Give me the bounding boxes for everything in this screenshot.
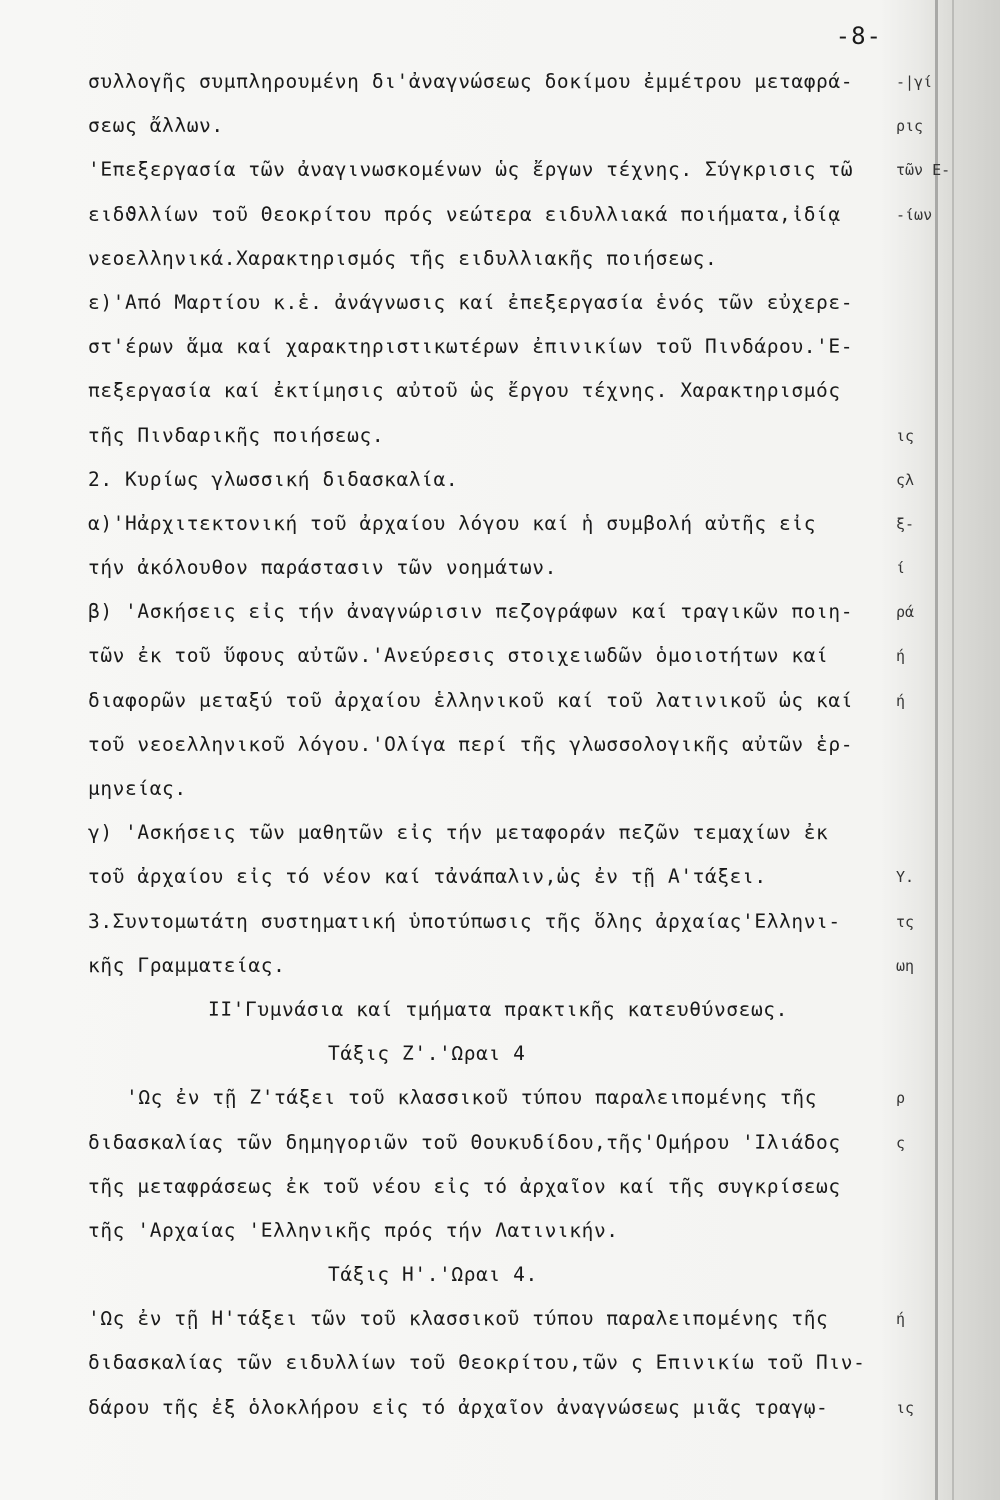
document-body (88, 60, 888, 1430)
text-line: α)'Ηἀρχιτεκτονική τοῦ ἀρχαίου λόγου καί ἡ συμβολή αὐτῆς εἰς (88, 511, 817, 535)
margin-fragment: ρις (896, 117, 924, 136)
margin-fragment (896, 767, 986, 811)
text-line: ε)'Από Μαρτίου κ.ἑ. ἀνάγνωσις καί ἐπεξεργασία ἑνός τῶν εὐχερε- (88, 290, 854, 314)
section-title: ΙΙ'Γυμνάσια καί τμήματα πρακτικῆς κατευθύνσεως. (208, 997, 788, 1021)
margin-fragment (896, 369, 986, 413)
margin-fragment: ή (896, 647, 906, 666)
margin-fragment (896, 1209, 986, 1253)
margin-fragment: Υ. (896, 868, 915, 887)
text-line: διαφορῶν μεταξύ τοῦ ἀρχαίου ἑλληνικοῦ καί τοῦ λατινικοῦ ὡς καί (88, 688, 854, 712)
text-line: νεοελληνικά.Χαρακτηρισμός τῆς ειδυλλιακῆς ποιήσεως. (88, 246, 718, 270)
margin-fragment: ις (896, 1398, 915, 1417)
margin-fragment: τς (896, 912, 915, 931)
margin-fragment (896, 723, 986, 767)
margin-fragment (896, 281, 986, 325)
margin-fragment (896, 237, 986, 281)
margin-fragment: ή (896, 1310, 906, 1329)
text-line: στ'έρων ἅμα καί χαρακτηριστικωτέρων ἐπινικίων τοῦ Πινδάρου.'Ε- (88, 335, 854, 359)
text-line: διδασκαλίας τῶν δημηγοριῶν τοῦ Θουκυδίδου,τῆς'Ομήρου 'Ιλιάδος (88, 1130, 841, 1154)
text-line: σεως ἄλλων. (88, 114, 224, 138)
text-line: τῆς 'Αρχαίας 'Ελληνικῆς πρός τήν Λατινικήν. (88, 1218, 619, 1242)
margin-fragment: ις (896, 426, 915, 445)
text-line: τοῦ νεοελληνικοῦ λόγου.'Ολίγα περί τῆς γλωσσολογικῆς αὐτῶν ἑρ- (88, 732, 854, 756)
margin-fragment (896, 1165, 986, 1209)
margin-fragment: τῶν Ε- (896, 161, 951, 180)
class-hours-heading: Τάξις Η'.'Ωραι 4. (328, 1263, 538, 1287)
text-line: τῶν ἐκ τοῦ ὕφους αὐτῶν.'Ανεύρεσις στοιχειωδῶν ὁμοιοτήτων καί (88, 644, 829, 668)
margin-fragment: ή (896, 691, 906, 710)
section-heading: 3.Συντομωτάτη συστηματική ὑποτύπωσις τῆς ὅλης ἀρχαίας'Ελληνι- (88, 909, 841, 933)
margin-fragment: ςλ (896, 470, 915, 489)
text-line: γ) 'Ασκήσεις τῶν μαθητῶν εἰς τήν μεταφοράν πεζῶν τεμαχίων ἐκ (88, 821, 829, 845)
class-hours-heading: Τάξις Ζ'.'Ωραι 4 (328, 1042, 526, 1066)
text-line: δάρου τῆς ἐξ ὁλοκλήρου εἰς τό ἀρχαῖον ἀναγνώσεως μιᾶς τραγῳ- (88, 1395, 829, 1419)
margin-fragment: ς (896, 1133, 906, 1152)
margin-fragment (896, 1032, 986, 1076)
adjacent-page-margin (896, 60, 986, 1430)
text-line: ειδϑλλίων τοῦ Θεοκρίτου πρός νεώτερα ειδυλλιακά ποιήματα,ἰδίᾳ (88, 202, 841, 226)
text-line: μηνείας. (88, 777, 187, 800)
margin-fragment: ωη (896, 956, 915, 975)
margin-fragment: ξ- (896, 514, 915, 533)
margin-fragment: -ίων (896, 205, 933, 224)
text-line: διδασκαλίας τῶν ειδυλλίων τοῦ Θεοκρίτου,τῶν ς Επινικίω τοῦ Πιν- (88, 1351, 866, 1375)
page-number: -8- (835, 22, 882, 50)
text-line: τήν ἀκόλουθον παράστασιν τῶν νοημάτων. (88, 556, 557, 580)
margin-fragment (896, 811, 986, 855)
margin-fragment: -|γί (896, 73, 933, 91)
text-line: τοῦ ἀρχαίου εἰς τό νέον καί τἀνάπαλιν,ὡς ἐν τῇ Α'τάξει. (88, 865, 767, 889)
text-line: τῆς μεταφράσεως ἐκ τοῦ νέου εἰς τό ἀρχαῖον καί τῆς συγκρίσεως (88, 1174, 841, 1198)
text-line: τῆς Πινδαρικῆς ποιήσεως. (88, 423, 385, 447)
text-line: 'Ως ἐν τῇ Ζ'τάξει τοῦ κλασσικοῦ τύπου παραλειπομένης τῆς (126, 1086, 818, 1110)
text-line: 'Ως ἐν τῇ Η'τάξει τῶν τοῦ κλασσικοῦ τύπου παραλειπομένης τῆς (88, 1307, 829, 1331)
section-heading: 2. Κυρίως γλωσσική διδασκαλία. (88, 467, 459, 491)
margin-fragment: ρ (896, 1089, 906, 1108)
margin-fragment (896, 325, 986, 369)
margin-fragment (896, 1253, 986, 1297)
text-line: πεξεργασία καί ἐκτίμησις αὐτοῦ ὡς ἔργου τέχνης. Χαρακτηρισμός (88, 379, 841, 403)
margin-fragment: ρά (896, 603, 915, 622)
text-line: συλλογῆς συμπληρουμένη δι'ἀναγνώσεως δοκίμου ἐμμέτρου μεταφρά- (88, 70, 854, 93)
text-line: κῆς Γραμματείας. (88, 953, 286, 977)
text-line: β) 'Ασκήσεις εἰς τήν ἀναγνώρισιν πεζογράφων καί τραγικῶν ποιη- (88, 600, 854, 624)
margin-fragment (896, 1341, 986, 1385)
text-line: 'Επεξεργασία τῶν ἀναγινωσκομένων ὡς ἔργων τέχνης. Σύγκρισις τῶ (88, 158, 854, 182)
margin-fragment: ί (896, 559, 906, 578)
margin-fragment (896, 988, 986, 1032)
